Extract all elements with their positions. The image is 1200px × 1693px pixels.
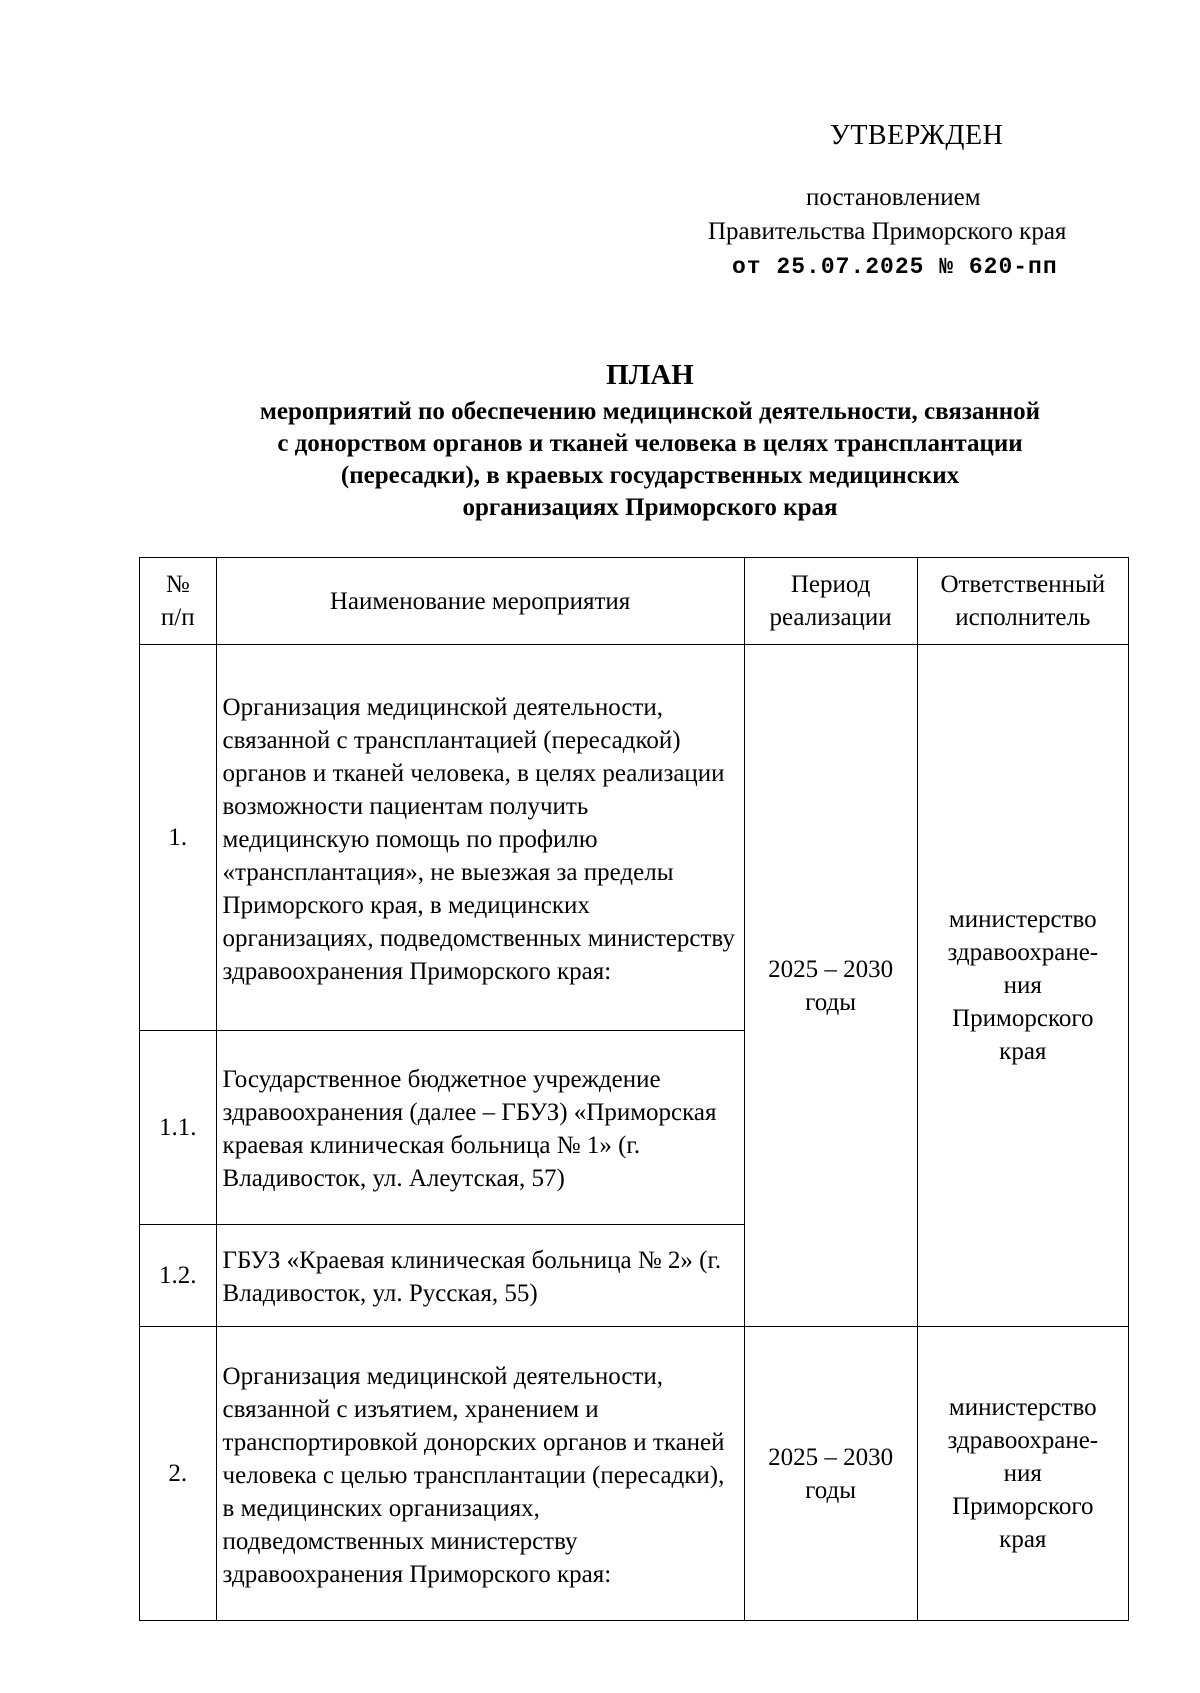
header-num: № п/п bbox=[140, 558, 217, 645]
row-responsible: министерство здравоохране- ния Приморского края bbox=[917, 1327, 1128, 1621]
row-num: 1. bbox=[140, 645, 217, 1031]
row-num: 2. bbox=[140, 1327, 217, 1621]
approval-title: УТВЕРЖДЕН bbox=[830, 120, 1004, 151]
approval-decree-line: постановлением bbox=[806, 184, 981, 211]
plan-header bbox=[100, 358, 1200, 524]
plan-subtitle-line: (пересадки), в краевых государственных медицинских bbox=[340, 462, 960, 489]
plan-subtitle-line: организациях Приморского края bbox=[462, 494, 838, 521]
plan-table bbox=[139, 557, 1129, 1621]
approval-date-number-stamp: от 25.07.2025 № 620-пп bbox=[732, 254, 1058, 280]
row-name: Организация медицинской деятельности, связанной с трансплантацией (пересадкой) органов и тканей человека, в целях реализации возможности пациентам получить медицинскую помощь по профилю «трансплантация», не выезжая за пределы Приморского края, в медицинских организациях, подведомственных министерству здравоохранения Приморского края: bbox=[216, 645, 744, 1031]
row-name: ГБУЗ «Краевая клиническая больница № 2» (г. Владивосток, ул. Русская, 55) bbox=[216, 1225, 744, 1327]
row-responsible: министерство здравоохране- ния Приморского края bbox=[917, 645, 1128, 1327]
plan-subtitle-line: мероприятий по обеспечению медицинской деятельности, связанной bbox=[259, 398, 1041, 425]
table-row bbox=[140, 1327, 1129, 1621]
plan-subtitle-line: с донорством органов и тканей человека в целях трансплантации bbox=[277, 430, 1023, 457]
row-name: Организация медицинской деятельности, связанной с изъятием, хранением и транспортировкой донорских органов и тканей человека с целью трансплантации (пересадки), в медицинских организациях, подведомственных министерству здравоохранения Приморского края: bbox=[216, 1327, 744, 1621]
approval-block bbox=[0, 0, 1200, 300]
approval-government-line: Правительства Приморского края bbox=[708, 218, 1067, 245]
row-period: 2025 – 2030 годы bbox=[744, 1327, 917, 1621]
plan-title: ПЛАН bbox=[606, 359, 694, 391]
row-num: 1.1. bbox=[140, 1031, 217, 1225]
plan-subtitle bbox=[100, 396, 1200, 524]
row-num: 1.2. bbox=[140, 1225, 217, 1327]
row-period: 2025 – 2030 годы bbox=[744, 645, 917, 1327]
header-responsible: Ответственный исполнитель bbox=[917, 558, 1128, 645]
table-header-row bbox=[140, 558, 1129, 645]
header-name: Наименование мероприятия bbox=[216, 558, 744, 645]
table-row bbox=[140, 645, 1129, 1031]
row-name: Государственное бюджетное учреждение здравоохранения (далее – ГБУЗ) «Приморская краевая клиническая больница № 1» (г. Владивосток, ул. Алеутская, 57) bbox=[216, 1031, 744, 1225]
header-period: Период реализации bbox=[744, 558, 917, 645]
